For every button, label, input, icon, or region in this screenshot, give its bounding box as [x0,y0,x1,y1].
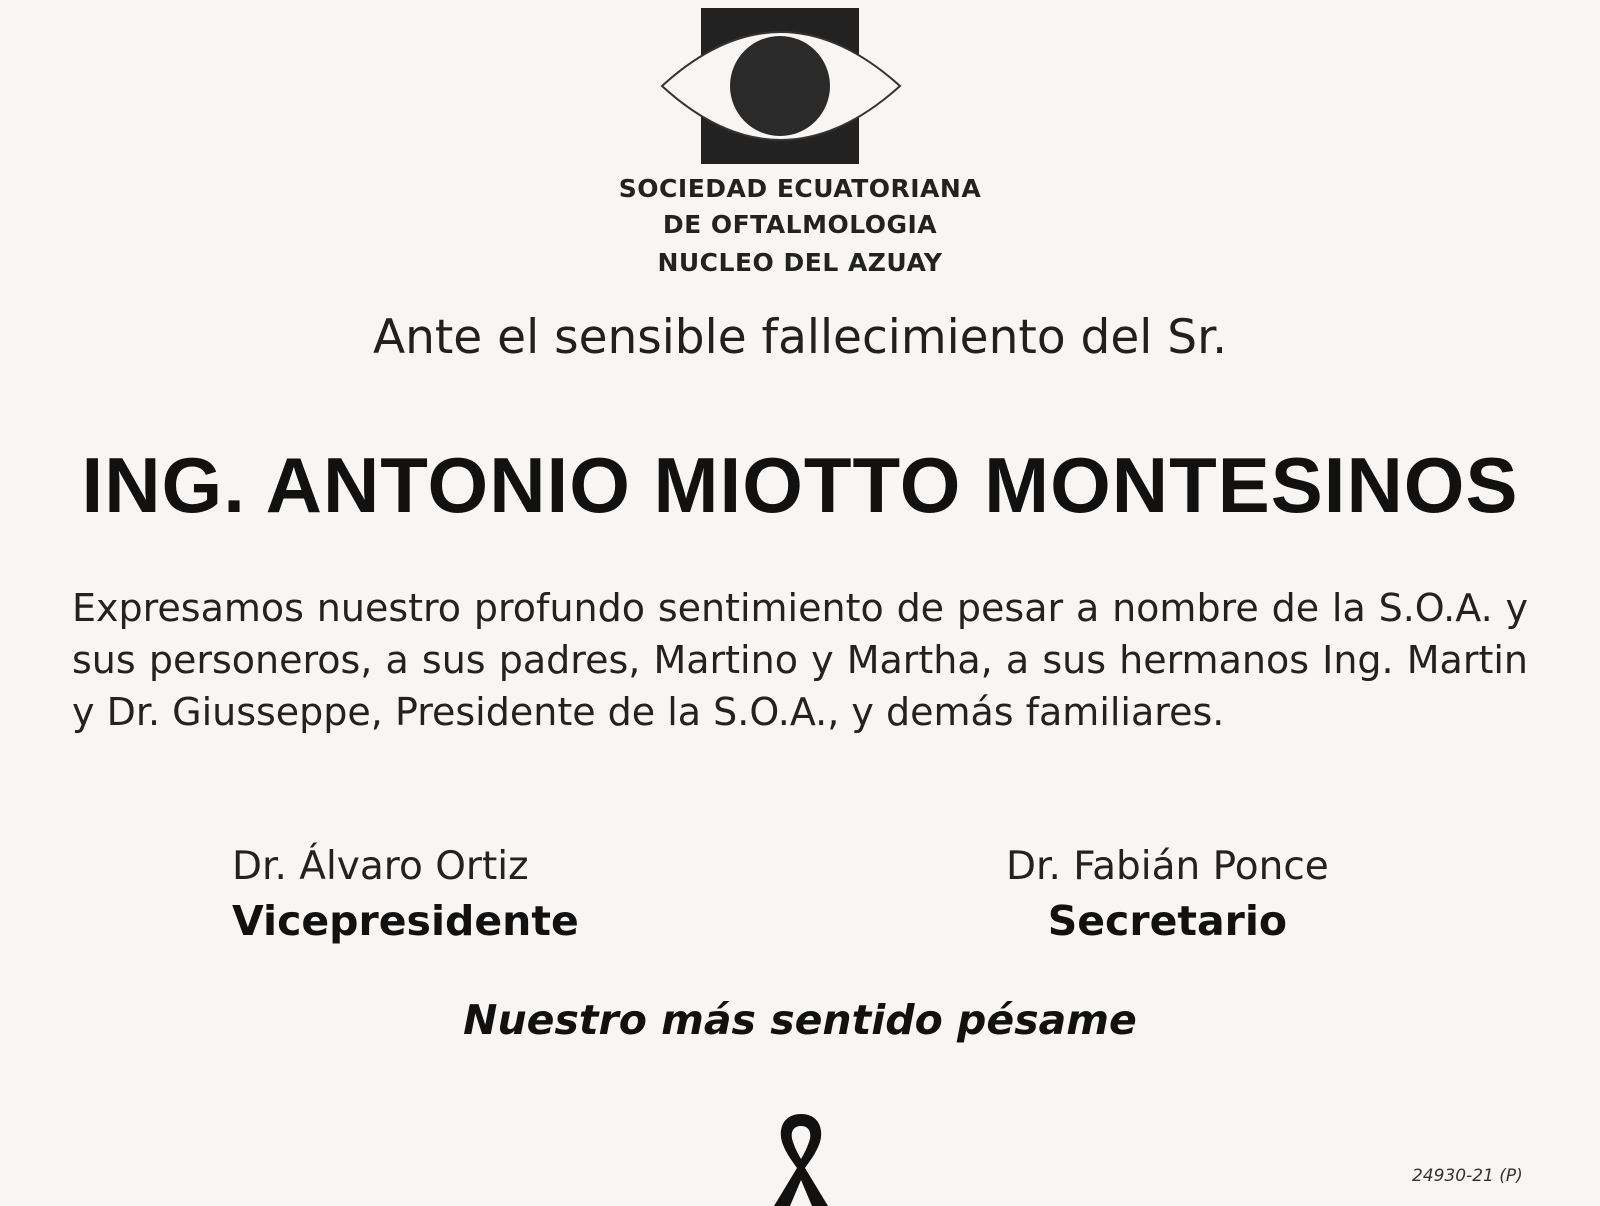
organization-name-line2: DE OFTALMOLOGIA [662,210,938,239]
intro-text: Ante el sensible fallecimiento del Sr. [372,310,1228,365]
signatory-left [232,844,579,945]
reference-code: 24930-21 (P) [1412,1166,1523,1186]
signatory-name: Dr. Fabián Ponce [1006,844,1329,889]
signatory-title: Vicepresidente [232,897,579,945]
signatory-name: Dr. Álvaro Ortiz [232,844,529,889]
eye-logo-icon [660,8,920,168]
organization-name-line1: SOCIEDAD ECUATORIANA [618,174,982,203]
condolence-message: Expresamos nuestro profundo sentimiento de pesar a nombre de la S.O.A. y sus personeros, a sus padres, Martino y Martha, a sus hermanos Ing. Martin y Dr. Giusseppe, Presidente de la S.O.A., y demás familiares. [72,586,1528,734]
signatory-right [1006,844,1329,945]
organization-name-line3: NUCLEO DEL AZUAY [657,248,943,277]
signatory-title: Secretario [1047,897,1288,945]
mourning-ribbon-icon [766,1110,836,1206]
deceased-name: ING. ANTONIO MIOTTO MONTESINOS [81,441,1519,529]
closing-text: Nuestro más sentido pésame [463,996,1137,1044]
